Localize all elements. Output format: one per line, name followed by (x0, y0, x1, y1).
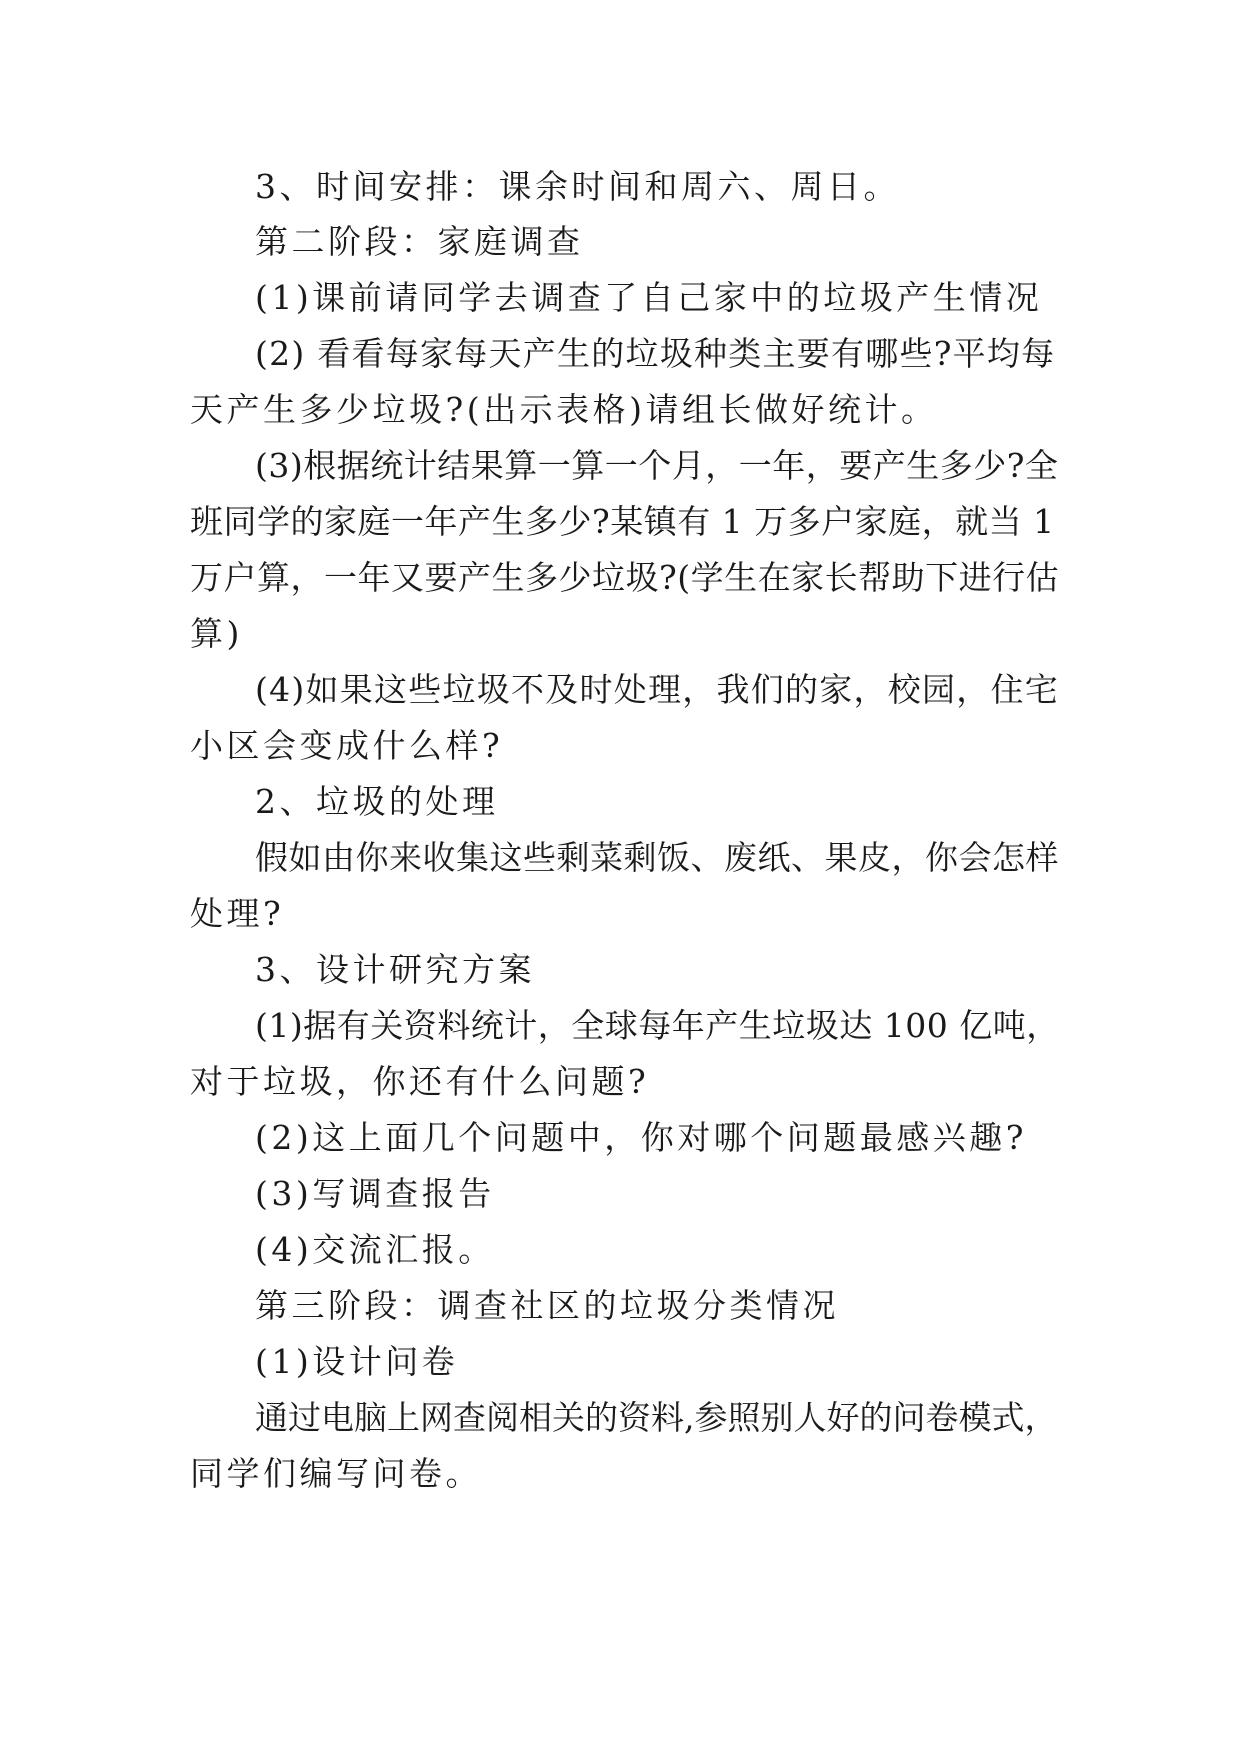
text-line: 小区会变成什么样? (190, 726, 504, 765)
section-heading: 第二阶段：家庭调查 (255, 222, 584, 261)
text-line: (1)设计问卷 (255, 1342, 459, 1381)
text-line: (1)据有关资料统计，全球每年产生垃圾达 100 亿吨， (255, 1006, 1060, 1045)
section-heading: 3、设计研究方案 (255, 950, 535, 989)
text-line: 假如由你来收集这些剩菜剩饭、废纸、果皮，你会怎样 (255, 838, 1059, 877)
text-line: 通过电脑上网查阅相关的资料,参照别人好的问卷模式， (255, 1398, 1058, 1437)
text-line: (1)课前请同学去调查了自己家中的垃圾产生情况 (255, 278, 1043, 317)
text-line: 3、时间安排：课余时间和周六、周日。 (255, 167, 900, 206)
text-line: (2) 看看每家每天产生的垃圾种类主要有哪些?平均每 (255, 334, 1056, 373)
text-line: 班同学的家庭一年产生多少?某镇有 1 万多户家庭，就当 1 (190, 502, 1055, 541)
text-line: (3)写调查报告 (255, 1174, 495, 1213)
text-line: 算) (190, 614, 243, 653)
section-heading: 2、垃圾的处理 (255, 782, 499, 821)
text-line: (2)这上面几个问题中，你对哪个问题最感兴趣? (255, 1118, 1027, 1157)
text-line: (4)交流汇报。 (255, 1230, 495, 1269)
section-heading: 第三阶段：调查社区的垃圾分类情况 (255, 1286, 839, 1325)
text-line: (4)如果这些垃圾不及时处理，我们的家，校园，住宅 (255, 670, 1059, 709)
text-line: 天产生多少垃圾?(出示表格)请组长做好统计。 (190, 390, 938, 429)
text-line: (3)根据统计结果算一算一个月，一年，要产生多少?全 (255, 446, 1059, 485)
text-line: 万户算，一年又要产生多少垃圾?(学生在家长帮助下进行估 (190, 558, 1060, 597)
text-line: 处理? (190, 894, 285, 933)
text-line: 同学们编写问卷。 (190, 1454, 482, 1493)
text-line: 对于垃圾，你还有什么问题? (190, 1062, 650, 1101)
